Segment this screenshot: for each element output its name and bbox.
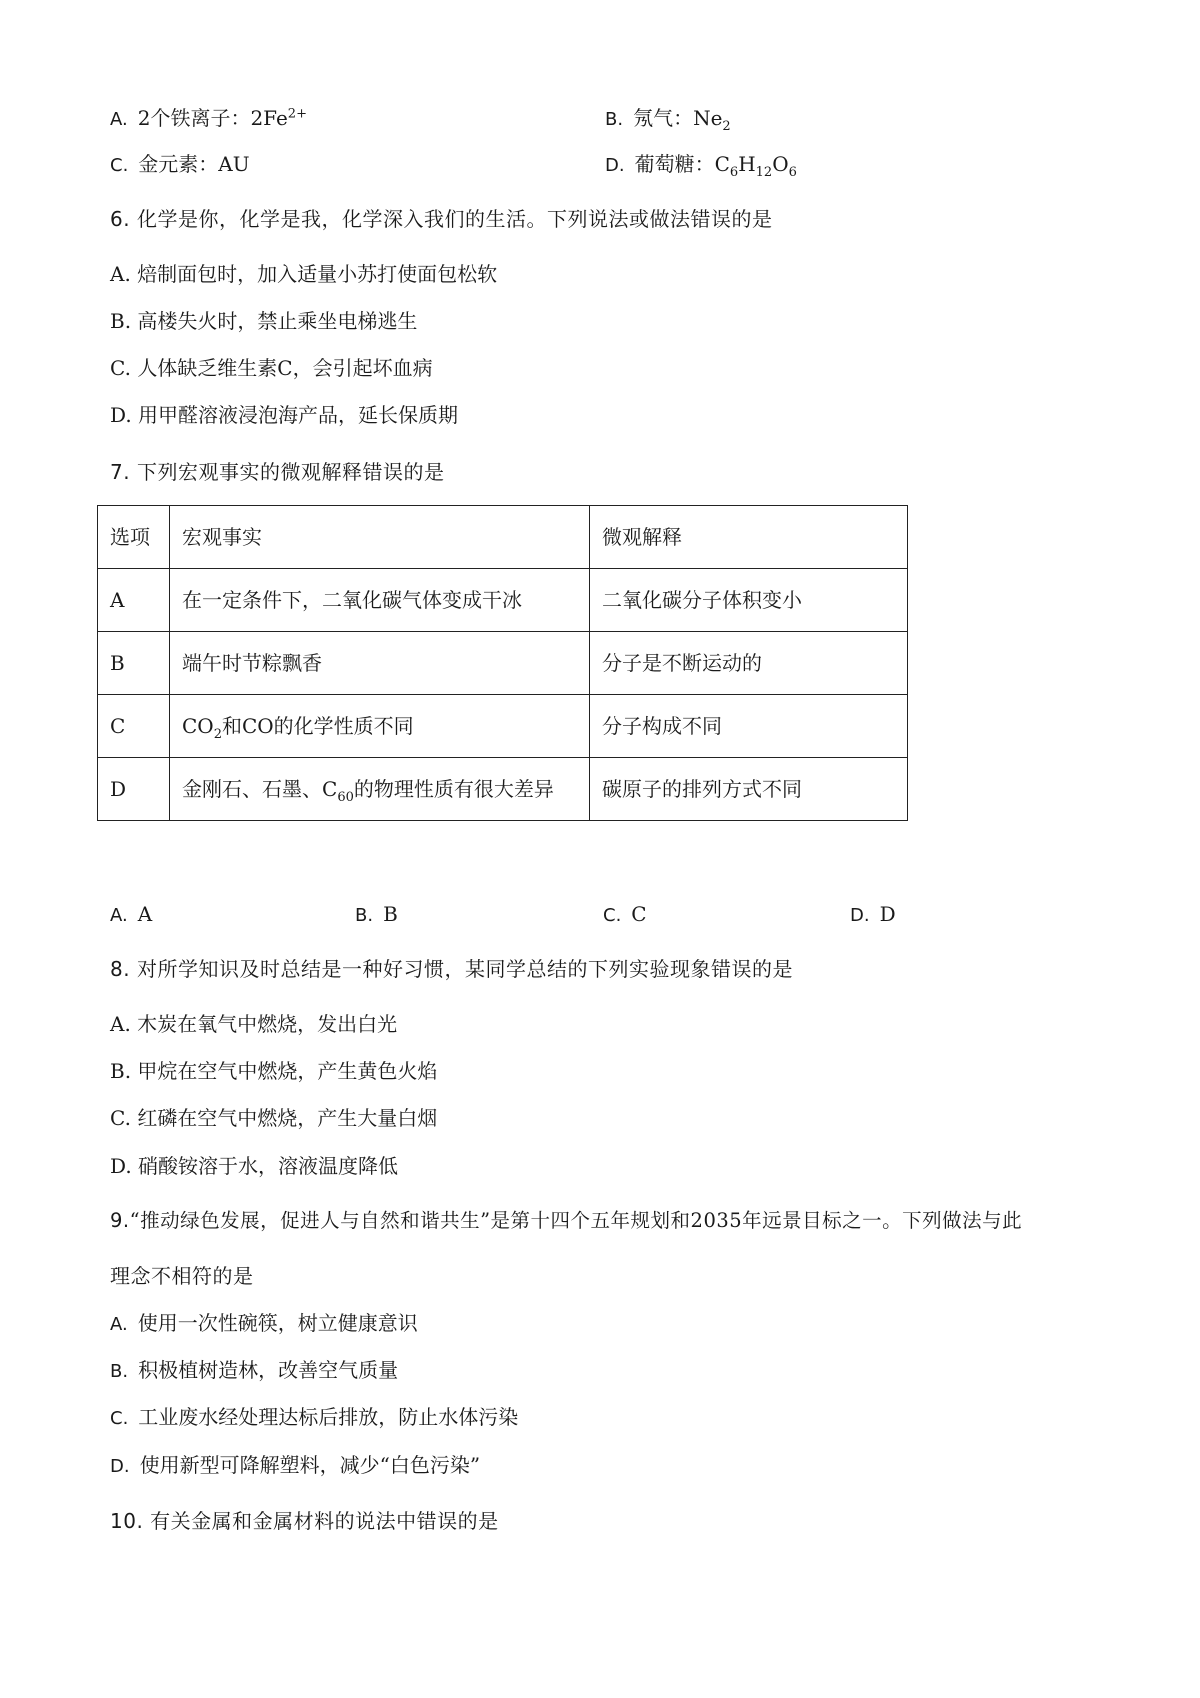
q9-stem-line2: 理念不相符的是 bbox=[110, 1264, 254, 1288]
row-option: A bbox=[98, 569, 170, 632]
row-option: C bbox=[98, 695, 170, 758]
q7-choice-d: D. D bbox=[850, 902, 896, 926]
q7-facts-table bbox=[97, 505, 908, 821]
q6-option-d: D. 用甲醛溶液浸泡海产品，延长保质期 bbox=[110, 403, 459, 427]
row-option: D bbox=[98, 758, 170, 821]
q9-option-c: C. 工业废水经处理达标后排放，防止水体污染 bbox=[110, 1405, 519, 1429]
table-row bbox=[98, 695, 908, 758]
q5-option-a: A. 2个铁离子：$2Fe^{2+}$ bbox=[110, 106, 307, 130]
q6-option-c: C. 人体缺乏维生素C，会引起坏血病 bbox=[110, 356, 433, 380]
row-explanation: 分子是不断运动的 bbox=[590, 632, 908, 695]
q5-option-b: B. 氖气：$Ne_2$ bbox=[605, 106, 731, 134]
q7-stem: 7. 下列宏观事实的微观解释错误的是 bbox=[110, 460, 445, 484]
q9-option-a: A. 使用一次性碗筷，树立健康意识 bbox=[110, 1311, 418, 1335]
q9-option-d: D. 使用新型可降解塑料，减少“白色污染” bbox=[110, 1453, 481, 1477]
row-fact: 在一定条件下，二氧化碳气体变成干冰 bbox=[170, 569, 590, 632]
q7-choice-c: C. C bbox=[603, 902, 647, 926]
row-fact: 金刚石、石墨、$C_{60}$的物理性质有很大差异 bbox=[170, 758, 590, 821]
q6-option-a: A. 焙制面包时，加入适量小苏打使面包松软 bbox=[110, 262, 498, 286]
q8-stem: 8. 对所学知识及时总结是一种好习惯，某同学总结的下列实验现象错误的是 bbox=[110, 957, 793, 981]
row-explanation: 碳原子的排列方式不同 bbox=[590, 758, 908, 821]
row-fact: 端午时节粽飘香 bbox=[170, 632, 590, 695]
q7-choice-a: A. A bbox=[110, 902, 153, 926]
header-option: 选项 bbox=[98, 506, 170, 569]
row-option: B bbox=[98, 632, 170, 695]
q6-option-b: B. 高楼失火时，禁止乘坐电梯逃生 bbox=[110, 309, 418, 333]
table-header-row bbox=[98, 506, 908, 569]
table-row bbox=[98, 569, 908, 632]
q5-option-d: D. 葡萄糖：$C_6H_{12}O_6$ bbox=[605, 152, 797, 180]
row-explanation: 分子构成不同 bbox=[590, 695, 908, 758]
q8-option-a: A. 木炭在氧气中燃烧，发出白光 bbox=[110, 1012, 398, 1036]
header-explanation: 微观解释 bbox=[590, 506, 908, 569]
q8-option-c: C. 红磷在空气中燃烧，产生大量白烟 bbox=[110, 1106, 438, 1130]
q8-option-d: D. 硝酸铵溶于水，溶液温度降低 bbox=[110, 1154, 399, 1178]
q5-option-c: C. 金元素：AU bbox=[110, 152, 250, 176]
q8-option-b: B. 甲烷在空气中燃烧，产生黄色火焰 bbox=[110, 1059, 438, 1083]
q9-stem-line1: 9.“推动绿色发展，促进人与自然和谐共生”是第十四个五年规划和2035年远景目标之一。下列做法与此 bbox=[110, 1209, 1023, 1232]
q9-option-b: B. 积极植树造林，改善空气质量 bbox=[110, 1358, 399, 1382]
q10-stem: 10. 有关金属和金属材料的说法中错误的是 bbox=[110, 1509, 499, 1533]
table-row bbox=[98, 758, 908, 821]
header-fact: 宏观事实 bbox=[170, 506, 590, 569]
row-explanation: 二氧化碳分子体积变小 bbox=[590, 569, 908, 632]
q7-choice-b: B. B bbox=[355, 902, 398, 926]
q6-stem: 6. 化学是你，化学是我，化学深入我们的生活。下列说法或做法错误的是 bbox=[110, 207, 773, 231]
row-fact: $CO_2$和CO的化学性质不同 bbox=[170, 695, 590, 758]
table-row bbox=[98, 632, 908, 695]
